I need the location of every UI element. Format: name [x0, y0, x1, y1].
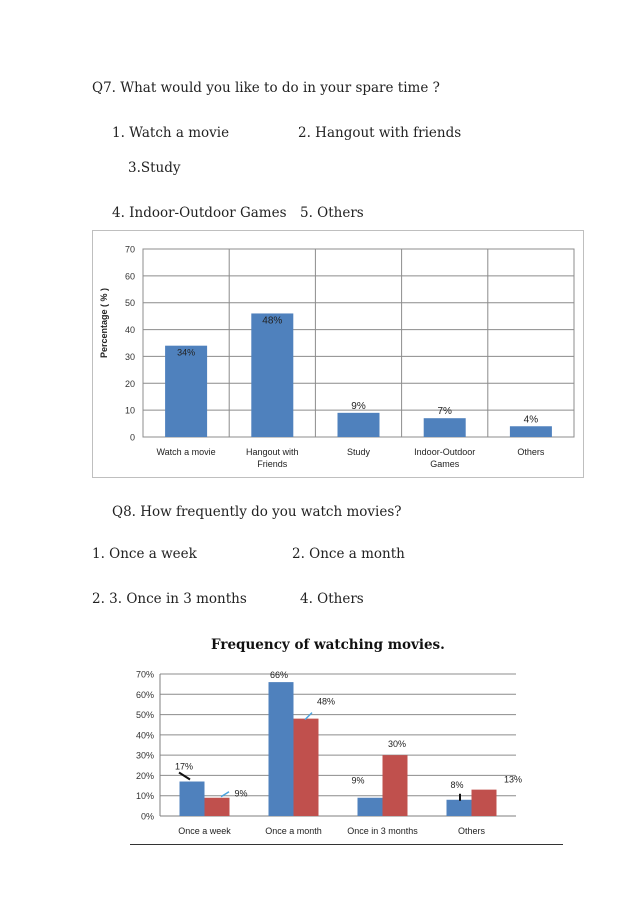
chart1-y-tick-label: 30: [124, 351, 135, 362]
chart1-data-label-4: 7%: [437, 406, 452, 418]
chart2-data-label-s2-1: 9%: [234, 788, 248, 799]
chart2-bar-s2-1: [205, 798, 230, 816]
chart1-bar-2: [251, 313, 293, 437]
chart2-leader-line-s1-1: [179, 773, 190, 780]
chart1-category-label-1: Watch a movie: [156, 447, 216, 457]
chart1-category-label-5: Others: [517, 447, 545, 457]
chart2-y-tick-label: 10%: [135, 791, 154, 802]
chart1-category-label-4: Games: [430, 459, 460, 469]
chart1-data-label-5: 4%: [523, 414, 539, 426]
chart2-data-label-s1-3: 9%: [351, 775, 365, 786]
chart2-y-tick-label: 50%: [135, 710, 154, 721]
q7-option-5: 5. Others: [300, 205, 364, 221]
chart2-bar-s1-1: [180, 782, 205, 816]
chart2-y-tick-label: 40%: [135, 730, 154, 741]
chart2-data-label-s2-4: 13%: [503, 774, 523, 785]
chart2-data-label-s1-1: 17%: [174, 761, 194, 772]
chart2-bar-s1-3: [358, 798, 383, 816]
chart1-data-label-3: 9%: [351, 400, 366, 412]
chart-frequency-title: Frequency of watching movies.: [211, 637, 445, 653]
chart1-category-label-2: Friends: [257, 459, 288, 469]
chart1-y-tick-label: 10: [124, 405, 135, 416]
chart1-bar-3: [338, 413, 380, 437]
chart1-y-tick-label: 70: [124, 244, 135, 255]
q8-question: Q8. How frequently do you watch movies?: [112, 504, 402, 520]
chart2-bar-s2-4: [472, 790, 497, 816]
chart2-y-tick-label: 0%: [140, 811, 154, 822]
chart2-leader-line-s2-2: [305, 713, 312, 720]
q8-option-4: 4. Others: [300, 591, 364, 607]
chart1-y-tick-label: 60: [124, 271, 135, 282]
chart2-y-tick-label: 30%: [135, 750, 154, 761]
chart2-data-label-s2-3: 30%: [387, 739, 407, 750]
chart1-data-label-1: 34%: [177, 347, 196, 358]
q8-option-1: 1. Once a week: [92, 546, 197, 562]
chart2-category-label-4: Others: [457, 826, 486, 836]
chart2-data-label-s1-4: 8%: [450, 779, 464, 790]
q7-question: Q7. What would you like to do in your spare time ?: [92, 80, 440, 96]
q8-option-3: 2. 3. Once in 3 months: [92, 591, 247, 607]
chart2-category-label-1: Once a week: [178, 826, 231, 836]
chart1-category-label-4: Indoor-Outdoor: [414, 447, 476, 457]
chart2-y-tick-label: 20%: [135, 770, 154, 781]
q8-option-2: 2. Once a month: [292, 546, 405, 562]
chart-spare-time: [92, 230, 584, 478]
chart1-y-tick-label: 50: [124, 298, 135, 309]
chart1-data-label-2: 48%: [262, 315, 283, 327]
chart2-y-tick-label: 70%: [135, 669, 154, 680]
chart2-data-label-s2-2: 48%: [316, 696, 336, 707]
bottom-rule: [130, 844, 563, 845]
chart-frequency: [130, 666, 563, 840]
chart1-y-tick-label: 0: [129, 432, 135, 443]
q7-option-4: 4. Indoor-Outdoor Games: [112, 205, 287, 221]
q7-option-3: 3.Study: [128, 160, 181, 176]
chart1-bar-5: [510, 426, 552, 437]
chart1-bar-1: [165, 346, 207, 437]
chart-frequency-svg: [130, 666, 563, 840]
q7-option-2: 2. Hangout with friends: [298, 125, 462, 141]
chart2-y-tick-label: 60%: [135, 689, 154, 700]
chart-spare-time-svg: [93, 231, 583, 477]
chart2-bar-s2-2: [294, 719, 319, 816]
chart2-category-label-3: Once in 3 months: [347, 826, 418, 836]
chart2-bar-s1-2: [269, 682, 294, 816]
chart2-data-label-s1-2: 66%: [269, 670, 289, 681]
chart1-category-label-3: Study: [346, 447, 371, 457]
q7-option-1: 1. Watch a movie: [112, 125, 230, 141]
chart2-bar-s2-3: [383, 755, 408, 816]
chart2-category-label-2: Once a month: [265, 826, 322, 836]
chart1-y-tick-label: 40: [124, 325, 135, 336]
chart1-bar-4: [424, 418, 466, 437]
chart1-y-tick-label: 20: [124, 378, 135, 389]
chart2-bar-s1-4: [447, 800, 472, 816]
chart1-category-label-2: Hangout with: [246, 447, 299, 457]
chart1-y-axis-label: Percentage ( % ): [99, 287, 109, 359]
